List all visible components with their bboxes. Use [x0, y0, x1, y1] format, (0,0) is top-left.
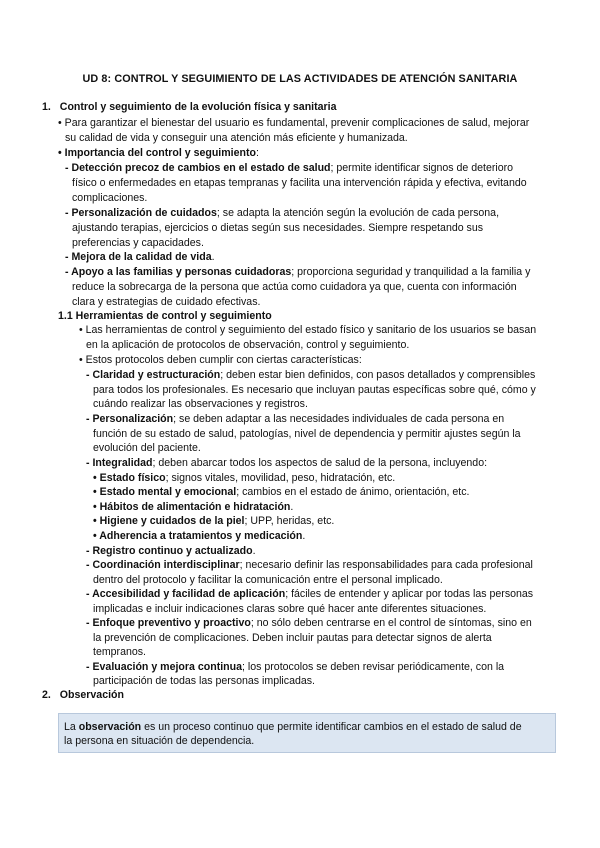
list-item: - Integralidad; deben abarcar todos los aspectos de salud de la persona, incluyendo: — [86, 457, 488, 469]
section-number: 1. — [42, 101, 51, 113]
paragraph-line: • Estos protocolos deben cumplir con ciertas características: — [79, 354, 362, 366]
list-item: - Mejora de la calidad de vida. — [65, 251, 215, 263]
list-item-cont: reduce la sobrecarga de la persona que actúa como cuidadora ya que, cuenta con información — [72, 281, 517, 293]
list-item-cont: ajustando terapias, ejercicios o dietas según sus necesidades. Siempre respetando sus — [72, 222, 484, 234]
list-item-cont: dentro del protocolo y facilitar la comunicación entre el personal implicado. — [93, 574, 443, 586]
list-item: - Evaluación y mejora continua; los protocolos se deben revisar periódicamente, con la — [86, 661, 505, 673]
list-item-cont: complicaciones. — [72, 192, 148, 204]
list-item: - Apoyo a las familias y personas cuidadoras; proporciona seguridad y tranquilidad a la familia y — [65, 266, 531, 278]
importance-heading: • Importancia del control y seguimiento: — [58, 147, 259, 159]
list-item: - Coordinación interdisciplinar; necesario definir las responsabilidades para cada profesional — [86, 559, 533, 571]
section-number: 2. — [42, 689, 51, 701]
paragraph-line: en la aplicación de protocolos de observación, control y seguimiento. — [86, 339, 410, 351]
sub-item: • Higiene y cuidados de la piel; UPP, heridas, etc. — [93, 515, 335, 527]
paragraph-line: • Las herramientas de control y seguimiento del estado físico y sanitario de los usuarios se basan — [79, 324, 537, 336]
list-item: - Personalización de cuidados; se adapta la atención según la evolución de cada persona, — [65, 207, 500, 219]
section-title: Observación — [59, 689, 124, 701]
list-item-cont: físico o enfermedades en etapas tempranas y facilita una intervención rápida y efectiva, evitando — [72, 177, 527, 189]
list-item-cont: tempranos. — [93, 646, 146, 658]
list-item-cont: clara y estrategias de cuidado efectivas. — [72, 296, 261, 308]
list-item: - Enfoque preventivo y proactivo; no sólo deben centrarse en el control de síntomas, sino en — [86, 617, 532, 629]
paragraph-line: • Para garantizar el bienestar del usuario es fundamental, prevenir complicaciones de salud, mejorar — [58, 117, 530, 129]
definition-box — [58, 713, 556, 753]
sub-item: • Hábitos de alimentación e hidratación. — [93, 501, 294, 513]
sub-item: • Adherencia a tratamientos y medicación. — [93, 530, 306, 542]
list-item: - Detección precoz de cambios en el estado de salud; permite identificar signos de deterioro — [65, 162, 514, 174]
section-title: Control y seguimiento de la evolución física y sanitaria — [59, 101, 337, 113]
list-item-cont: participación de todas las personas implicadas. — [93, 675, 316, 687]
list-item-cont: la prevención de complicaciones. Deben incluir pautas para detectar signos de alerta — [93, 632, 492, 644]
paragraph-line: su calidad de vida y conseguir una atención más eficiente y humanizada. — [65, 132, 408, 144]
list-item: - Accesibilidad y facilidad de aplicación; fáciles de entender y aplicar por todas las personas — [86, 588, 534, 600]
section-2-heading — [42, 688, 124, 702]
list-item-cont: para todos los profesionales. Es necesario que incluyan pautas específicas sobre qué, cómo y — [93, 384, 536, 396]
page-title: UD 8: CONTROL Y SEGUIMIENTO DE LAS ACTIVIDADES DE ATENCIÓN SANITARIA — [82, 73, 518, 85]
list-item: - Claridad y estructuración; deben estar bien definidos, con pasos detallados y comprensibles — [86, 369, 536, 381]
section-1-heading — [42, 100, 337, 114]
list-item-cont: función de su estado de salud, patologías, nivel de dependencia y permitir ajustes según la — [93, 428, 521, 440]
subsection-heading: 1.1 Herramientas de control y seguimiento — [58, 310, 272, 322]
sub-item: • Estado físico; signos vitales, movilidad, peso, hidratación, etc. — [93, 472, 396, 484]
definition-line: la persona en situación de dependencia. — [64, 735, 255, 747]
list-item-cont: evolución del paciente. — [93, 442, 201, 454]
sub-item: • Estado mental y emocional; cambios en el estado de ánimo, orientación, etc. — [93, 486, 470, 498]
list-item-cont: implicadas e incluir indicaciones claras sobre qué hacer ante diferentes situaciones. — [93, 603, 487, 615]
list-item: - Registro continuo y actualizado. — [86, 545, 256, 557]
definition-line: La observación es un proceso continuo que permite identificar cambios en el estado de salud de — [64, 721, 522, 733]
list-item-cont: preferencias y capacidades. — [72, 237, 204, 249]
list-item-cont: cuándo realizar las observaciones y registros. — [93, 398, 308, 410]
list-item: - Personalización; se deben adaptar a las necesidades individuales de cada persona en — [86, 413, 505, 425]
